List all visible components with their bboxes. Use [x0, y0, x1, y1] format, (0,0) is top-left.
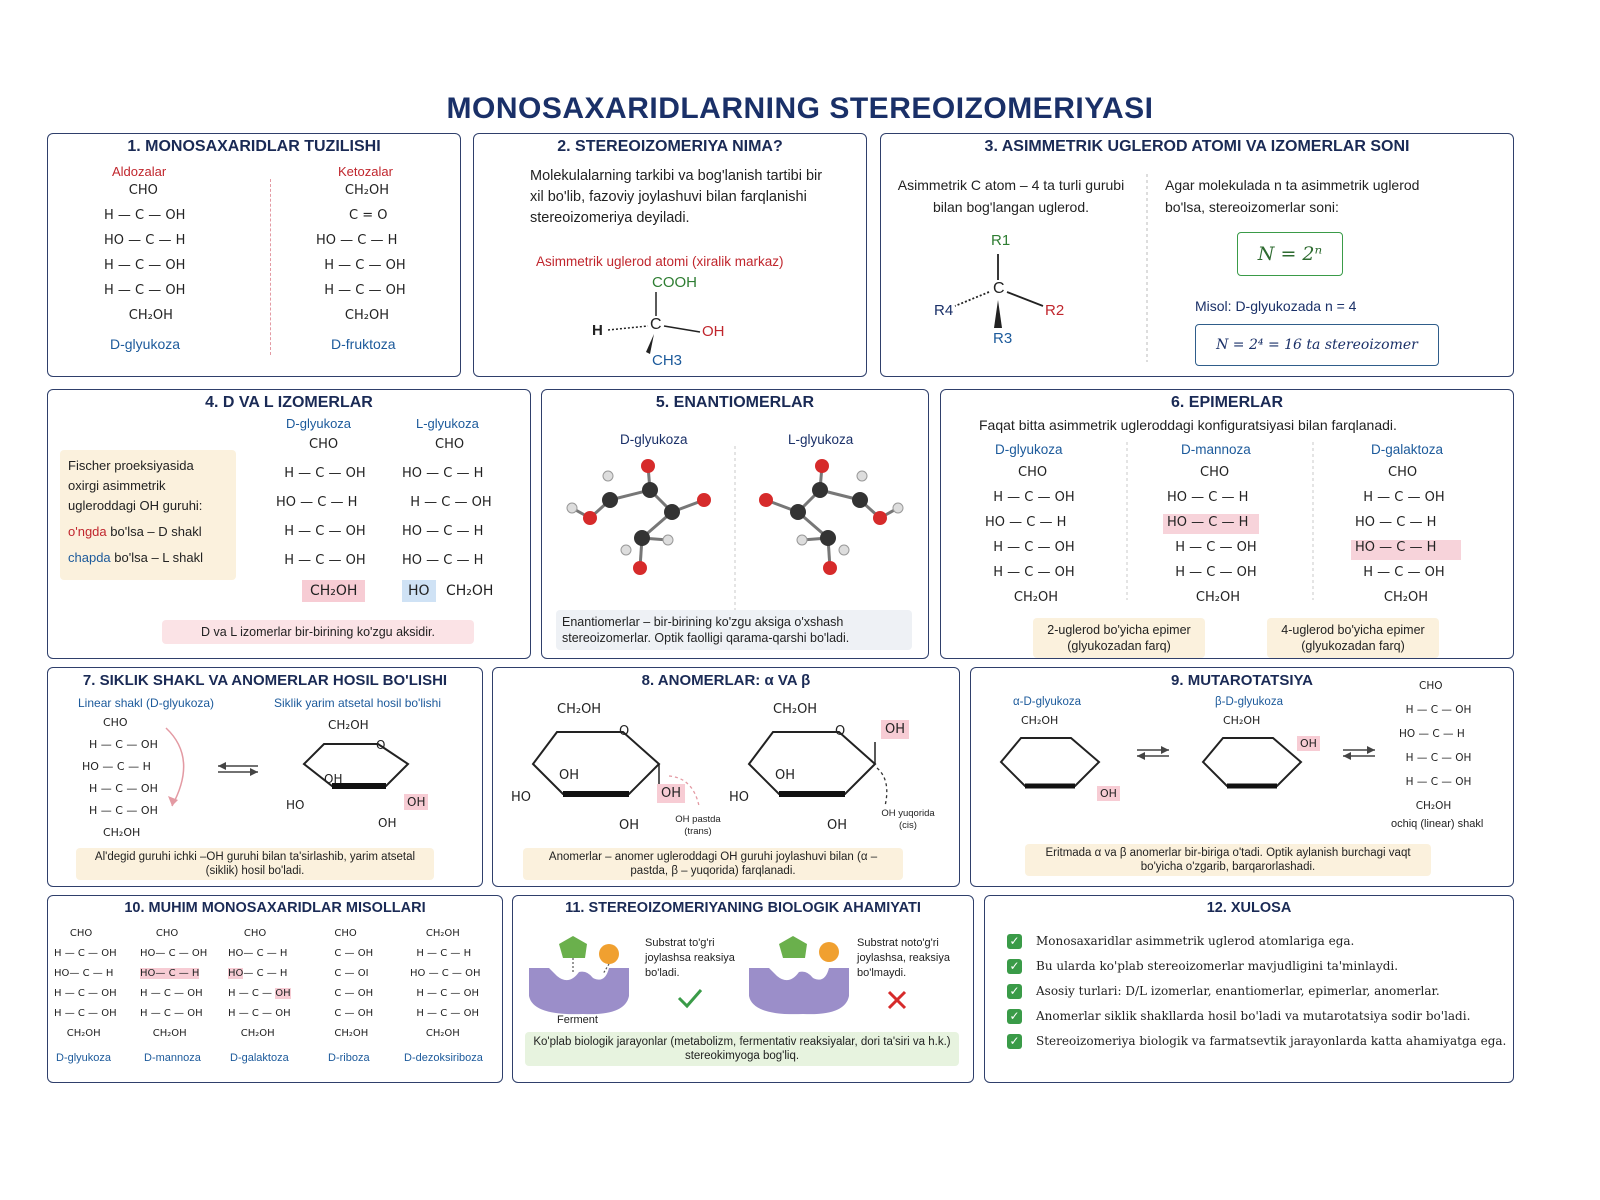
- epimer-name-2: D-galaktoza: [1371, 442, 1444, 457]
- r1-label: R1: [991, 232, 1011, 249]
- center-carbon: C: [993, 280, 1005, 297]
- fructose-fischer: CH₂OH C = O HO — C — H H — C — OH H — C — OH CH₂OH: [316, 183, 406, 323]
- conclusion-item: [1007, 1034, 1506, 1049]
- conclusion-item: [1007, 934, 1354, 949]
- beta-oh-inner: OH: [775, 768, 796, 783]
- beta-anomeric-oh: OH: [881, 720, 909, 739]
- panel-1-heading: 1. MONOSAXARIDLAR TUZILISHI: [127, 138, 381, 155]
- cyclic-label: Siklik yarim atsetal hosil bo'lishi: [274, 696, 442, 710]
- ring-oh-inner: OH: [324, 772, 343, 786]
- example-glucose: CHO H — C — OH HO— C — H H — C — OH H — C — OH CH₂OH: [54, 928, 117, 1039]
- formula-text: N = 2ⁿ: [1257, 243, 1323, 265]
- conclusion-item: [1007, 984, 1440, 999]
- r4-label: R4: [934, 302, 954, 319]
- chiral-center-label: Asimmetrik uglerod atomi (xiralik markaz): [536, 254, 784, 269]
- l-ho-highlight: HO: [402, 580, 436, 602]
- check-icon: ✓: [1007, 984, 1022, 999]
- page-title: MONOSAXARIDLARNING STEREOIZOMERIYASI: [446, 92, 1154, 125]
- nofit-text: Substrat noto'g'ri joylashsa, reaksiya bo'lmaydi.: [857, 937, 950, 979]
- example-mannose: CHO HO— C — OH HO— C — H H — C — OH H — C — OH CH₂OH: [140, 928, 208, 1039]
- example-name-3: D-riboza: [328, 1052, 370, 1064]
- enantiomer-note: Enantiomerlar – bir-birining ko'zgu aksiga o'xshash stereoizomerlar. Optik faolligi qarama-qarshi bo'ladi.: [556, 610, 912, 650]
- formula-box: [1237, 232, 1343, 276]
- right-word: o'ngda: [68, 524, 107, 539]
- oh-up-note: OH yuqorida (cis): [881, 808, 935, 831]
- epimer-name-0: D-glyukoza: [995, 442, 1063, 457]
- l-glucose-fischer: CHO HO — C — H H — C — OH HO — C — H HO — C — H: [402, 437, 492, 568]
- ring-o: O: [376, 738, 386, 752]
- anomeric-oh: OH: [404, 794, 428, 810]
- alpha-ho: HO: [511, 790, 532, 805]
- linear-label: Linear shakl (D-glyukoza): [78, 696, 215, 710]
- result-box: [1195, 324, 1439, 366]
- r3-label: R3: [993, 330, 1013, 347]
- alpha-anomeric-oh: OH: [657, 784, 685, 803]
- panel-monosaccharide-structure: [47, 133, 461, 377]
- example-name-4: D-dezoksiriboza: [404, 1052, 483, 1064]
- panel-asymmetric-carbon: [880, 133, 1514, 377]
- d-glucose-label: D-glyukoza: [286, 416, 352, 431]
- panel-8-heading: 8. ANOMERLAR: α VA β: [641, 672, 811, 689]
- panel-2-heading: 2. STEREOIZOMERIYA NIMA?: [557, 138, 783, 155]
- linear-glucose: CHO H — C — OH HO — C — H H — C — OH H — C — OH CH₂OH: [82, 716, 158, 839]
- cyclic-note: Al'degid guruhi ichki –OH guruhi bilan ta'sirlashib, yarim atsetal (siklik) hosil bo'ladi.: [76, 848, 434, 880]
- c4-epimer-note: 4-uglerod bo'yicha epimer (glyukozadan farq): [1267, 618, 1439, 658]
- panel-d-l-isomers: [47, 389, 531, 659]
- example-name-0: D-glyukoza: [56, 1052, 112, 1064]
- panel-anomers: [492, 667, 960, 887]
- alpha-ch2oh: CH₂OH: [557, 702, 602, 717]
- glucose-epimer-fischer: CHO H — C — OH HO — C — H H — C — OH H — C — OH CH₂OH: [985, 465, 1075, 605]
- right-rest: bo'lsa – D shakl: [106, 524, 202, 539]
- enantiomer-d-label: D-glyukoza: [620, 432, 688, 447]
- beta-oh-bottom: OH: [827, 818, 848, 833]
- ring-oh-bottom: OH: [378, 816, 397, 830]
- l-glucose-label: L-glyukoza: [416, 416, 479, 431]
- isomer-count-text: Agar molekulada n ta asimmetrik uglerod bo'lsa, stereoizomerlar soni:: [1165, 177, 1420, 215]
- dl-explain-box: [60, 450, 236, 580]
- conclusion-text: Asosiy turlari: D/L izomerlar, enantiomerlar, epimerlar, anomerlar.: [1036, 984, 1440, 998]
- panel-5-heading: 5. ENANTIOMERLAR: [655, 394, 815, 411]
- galactose-fischer: CHO H — C — OH HO — C — H HO — C — H H — C — OH CH₂OH: [1355, 465, 1445, 605]
- example-deoxyribose: CH₂OH H — C — H HO — C — OH H — C — OH H — C — OH CH₂OH: [410, 928, 481, 1039]
- c2-epimer-note: 2-uglerod bo'yicha epimer (glyukozadan farq): [1033, 618, 1205, 658]
- panel-6-heading: 6. EPIMERLAR: [1170, 394, 1283, 411]
- r2-label: R2: [1045, 302, 1065, 319]
- aldoses-label: Aldozalar: [112, 164, 167, 179]
- panel-enantiomers: [541, 389, 929, 659]
- panel-epimers: [940, 389, 1514, 659]
- epimer-name-1: D-mannoza: [1181, 442, 1251, 457]
- d-glucose-fischer: CHO H — C — OH HO — C — H H — C — OH H — C — OH: [276, 437, 366, 568]
- check-icon: ✓: [1007, 959, 1022, 974]
- oh-down-note: OH pastda (trans): [675, 814, 721, 837]
- cooh-group: COOH: [652, 274, 697, 291]
- open-chain-fischer: CHO H — C — OH HO — C — H H — C — OH H — C — OH CH₂OH: [1399, 680, 1472, 812]
- beta-ch2oh: CH₂OH: [773, 702, 818, 717]
- l-ch2oh: CH₂OH: [446, 583, 494, 599]
- example-ribose: CHO C — OH C — OI C — OH C — OH CH₂OH: [328, 928, 374, 1039]
- check-icon: ✓: [1007, 934, 1022, 949]
- d-ch2oh-highlight: CH₂OH: [302, 580, 365, 602]
- beta-ring-o: O: [835, 724, 846, 739]
- stereo-definition: Molekulalarning tarkibi va bog'lanish tartibi bir xil bo'lib, fazoviy joylashuvi bilan farqlanishi stereoizomeriya deyiladi.: [530, 168, 823, 226]
- enzyme-label: Ferment: [557, 1014, 598, 1026]
- mut-beta-oh: OH: [1297, 736, 1320, 751]
- dl-explain-text: Fischer proeksiyasida oxirgi asimmetrik ugleroddagi OH guruhi:: [68, 458, 203, 513]
- example-name-2: D-galaktoza: [230, 1052, 289, 1064]
- chiral-bonds: [474, 134, 866, 376]
- alpha-ring-o: O: [619, 724, 630, 739]
- example-text: Misol: D-glyukozada n = 4: [1195, 298, 1357, 314]
- asymmetric-definition: Asimmetrik C atom – 4 ta turli gurubi bilan bog'langan uglerod.: [897, 177, 1125, 215]
- conclusion-text: Stereoizomeriya biologik va farmatsevtik jarayonlarda katta ahamiyatga ega.: [1036, 1034, 1507, 1048]
- panel-12-heading: 12. XULOSA: [1206, 900, 1292, 916]
- panel-examples: [47, 895, 503, 1083]
- open-form-label: ochiq (linear) shakl: [1391, 818, 1484, 830]
- mut-alpha-ch2oh: CH₂OH: [1021, 714, 1059, 727]
- panel-conclusion: [984, 895, 1514, 1083]
- ketoses-label: Ketozalar: [338, 164, 393, 179]
- beta-glucose-label: β-D-glyukoza: [1215, 696, 1283, 708]
- conclusion-text: Monosaxaridlar asimmetrik uglerod atomlariga ega.: [1036, 934, 1355, 948]
- mirror-note: D va L izomerlar bir-birining ko'zgu aksidir.: [162, 620, 474, 644]
- glucose-name: D-glyukoza: [110, 336, 181, 352]
- ring-ch2oh: CH₂OH: [328, 718, 369, 732]
- conclusion-item: [1007, 959, 1398, 974]
- chiral-carbon: C: [650, 316, 662, 333]
- panel-mutarotation: [970, 667, 1514, 887]
- fructose-name: D-fruktoza: [331, 336, 396, 352]
- panel-9-heading: 9. MUTAROTATSIYA: [1171, 672, 1313, 689]
- panel-4-heading: 4. D VA L IZOMERLAR: [205, 394, 373, 411]
- panel-what-is-stereoisomerism: [473, 133, 867, 377]
- h-atom: H: [592, 322, 603, 339]
- panel-cyclic-form: [47, 667, 483, 887]
- ring-ho: HO: [286, 798, 305, 812]
- epimer-subtitle: Faqat bitta asimmetrik ugleroddagi konfiguratsiyasi bilan farqlanadi.: [979, 417, 1397, 433]
- oh-group: OH: [702, 323, 725, 340]
- conclusion-item: [1007, 1009, 1470, 1024]
- left-rest: bo'lsa – L shakl: [110, 550, 203, 565]
- conclusion-text: Anomerlar siklik shakllarda hosil bo'ladi va mutarotatsiya sodir bo'ladi.: [1036, 1009, 1471, 1023]
- mut-beta-ch2oh: CH₂OH: [1223, 714, 1261, 727]
- bio-note: Ko'plab biologik jarayonlar (metabolizm, fermentativ reaksiyalar, dori ta'siri va h.k.) stereokimyoga bog'liq.: [525, 1032, 959, 1066]
- mutarotation-note: Eritmada α va β anomerlar bir-biriga o'tadi. Optik aylanish burchagi vaqt bo'yicha o'zgarib, barqarorlashadi.: [1025, 844, 1431, 876]
- mut-alpha-oh: OH: [1097, 786, 1120, 801]
- panel-3-heading: 3. ASIMMETRIK UGLEROD ATOMI VA IZOMERLAR SONI: [984, 138, 1410, 155]
- mannose-fischer: CHO HO — C — H HO — C — H H — C — OH H — C — OH CH₂OH: [1167, 465, 1257, 605]
- fit-text: Substrat to'g'ri joylashsa reaksiya bo'ladi.: [645, 937, 735, 979]
- check-icon: ✓: [1007, 1009, 1022, 1024]
- enantiomer-l-label: L-glyukoza: [788, 432, 854, 447]
- result-text: N = 2⁴ = 16 ta stereoizomer: [1216, 337, 1418, 353]
- panel-biological-significance: [512, 895, 974, 1083]
- panel-7-heading: 7. SIKLIK SHAKL VA ANOMERLAR HOSIL BO'LISHI: [82, 672, 448, 689]
- conclusion-text: Bu ularda ko'plab stereoizomerlar mavjudligini ta'minlaydi.: [1036, 959, 1399, 973]
- check-icon: ✓: [1007, 1034, 1022, 1049]
- example-galactose: CHO HO— C — H HO— C — H H — C — OH H — C — OH CH₂OH: [228, 928, 291, 1039]
- alpha-oh-bottom: OH: [619, 818, 640, 833]
- example-name-1: D-mannoza: [144, 1052, 201, 1064]
- ch3-group: CH3: [652, 352, 683, 369]
- panel-10-heading: 10. MUHIM MONOSAXARIDLAR MISOLLARI: [124, 900, 426, 916]
- anomer-note: Anomerlar – anomer ugleroddagi OH guruhi joylashuvi bilan (α – pastda, β – yuqorida) farqlanadi.: [523, 848, 903, 880]
- divider: [270, 179, 271, 355]
- glucose-fischer: CHO H — C — OH HO — C — H H — C — OH H — C — OH CH₂OH: [104, 183, 186, 323]
- alpha-glucose-label: α-D-glyukoza: [1013, 696, 1082, 708]
- alpha-oh-inner: OH: [559, 768, 580, 783]
- beta-ho: HO: [729, 790, 750, 805]
- panel-11-heading: 11. STEREOIZOMERIYANING BIOLOGIK AHAMIYATI: [565, 900, 921, 916]
- left-word: chapda: [68, 550, 111, 565]
